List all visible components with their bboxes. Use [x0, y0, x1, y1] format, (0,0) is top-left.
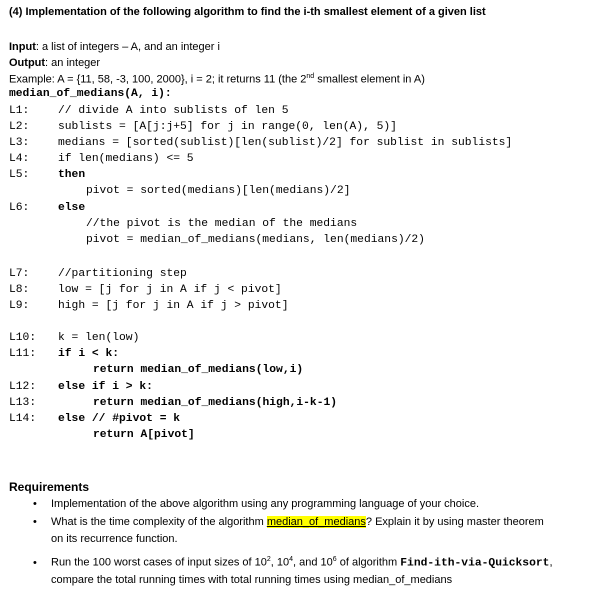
item2-prefix: What is the time complexity of the algorithm	[51, 516, 267, 528]
output-text: : an integer	[45, 57, 101, 69]
line-number-L6: L6:	[9, 202, 30, 214]
line-number-L4: L4:	[9, 153, 30, 165]
bullet-icon: •	[33, 557, 37, 569]
code-line-L11: if i < k:	[58, 348, 120, 360]
code-line-L6-pivot: pivot = median_of_medians(medians, len(medians)/2)	[86, 234, 425, 246]
exp-1: 2	[266, 556, 271, 563]
code-line-L4: if len(medians) <= 5	[58, 153, 194, 165]
line-number-L14: L14:	[9, 413, 37, 425]
code-line-L14: else // #pivot = k	[58, 413, 181, 425]
quicksort-function-name: Find-ith-via-Quicksort	[400, 557, 550, 570]
code-line-L5-pivot: pivot = sorted(medians)[len(medians)/2]	[86, 185, 351, 197]
item3-end: ,	[549, 556, 553, 569]
requirement-item-3-line2: compare the total running times with total running times using median_of_medians	[51, 574, 453, 586]
line-number-L12: L12:	[9, 381, 37, 393]
requirement-item-3	[51, 556, 553, 570]
line-number-L2: L2:	[9, 121, 30, 133]
input-label: Input	[9, 41, 36, 53]
line-number-L11: L11:	[9, 348, 37, 360]
input-text: : a list of integers – A, and an integer i	[35, 41, 220, 53]
item3-mid3: of algorithm	[336, 556, 401, 569]
code-line-L8: low = [j for j in A if j < pivot]	[58, 284, 282, 296]
example-line	[9, 73, 425, 86]
example-sup: nd	[306, 73, 315, 80]
line-number-L8: L8:	[9, 284, 30, 296]
code-line-L12: else if i > k:	[58, 381, 153, 393]
item3-mid1: , 10	[270, 556, 290, 569]
bullet-icon: •	[33, 498, 37, 510]
line-number-L7: L7:	[9, 268, 30, 280]
line-number-L5: L5:	[9, 169, 30, 181]
function-signature: median_of_medians(A, i):	[9, 88, 172, 100]
line-number-L3: L3:	[9, 137, 30, 149]
line-number-L1: L1:	[9, 105, 30, 117]
code-line-L2: sublists = [A[j:j+5] for j in range(0, len(A), 5)]	[58, 121, 397, 133]
exp-3: 6	[332, 556, 337, 563]
example-suffix: smallest element in A)	[314, 73, 425, 86]
requirements-heading: Requirements	[9, 480, 90, 494]
output-spec	[9, 57, 100, 69]
requirement-item-2	[51, 516, 544, 528]
document-title: (4) Implementation of the following algorithm to find the i-th smallest element of a given list	[9, 6, 486, 18]
highlighted-function-name: median_of_medians	[266, 516, 366, 528]
code-line-L1: // divide A into sublists of len 5	[58, 105, 289, 117]
code-line-L7: //partitioning step	[58, 268, 187, 280]
line-number-L13: L13:	[9, 397, 37, 409]
requirement-item-2-line2: on its recurrence function.	[51, 533, 178, 545]
exp-2: 4	[289, 556, 294, 563]
item2-suffix: ? Explain it by using master theorem	[365, 516, 544, 528]
example-prefix: Example: A = {11, 58, -3, 100, 2000}, i = 2; it returns 11 (the 2	[9, 73, 307, 86]
item3-prefix: Run the 100 worst cases of input sizes of 10	[51, 556, 267, 569]
requirement-item-1: Implementation of the above algorithm using any programming language of your choice.	[51, 498, 480, 510]
code-line-L6: else	[58, 202, 86, 214]
line-number-L10: L10:	[9, 332, 37, 344]
bullet-icon: •	[33, 516, 37, 528]
input-spec	[9, 41, 220, 53]
code-line-L3: medians = [sorted(sublist)[len(sublist)/2] for sublist in sublists]	[58, 137, 513, 149]
code-line-L11-return: return median_of_medians(low,i)	[93, 364, 304, 376]
code-line-L14-return: return A[pivot]	[93, 429, 195, 441]
code-line-L9: high = [j for j in A if j > pivot]	[58, 300, 289, 312]
item3-mid2: , and 10	[293, 556, 333, 569]
code-line-L5: then	[58, 169, 86, 181]
code-line-L13: return median_of_medians(high,i-k-1)	[93, 397, 338, 409]
output-label: Output	[9, 57, 46, 69]
code-line-L10: k = len(low)	[58, 332, 140, 344]
line-number-L9: L9:	[9, 300, 30, 312]
code-line-L6-comment: //the pivot is the median of the medians	[86, 218, 358, 230]
